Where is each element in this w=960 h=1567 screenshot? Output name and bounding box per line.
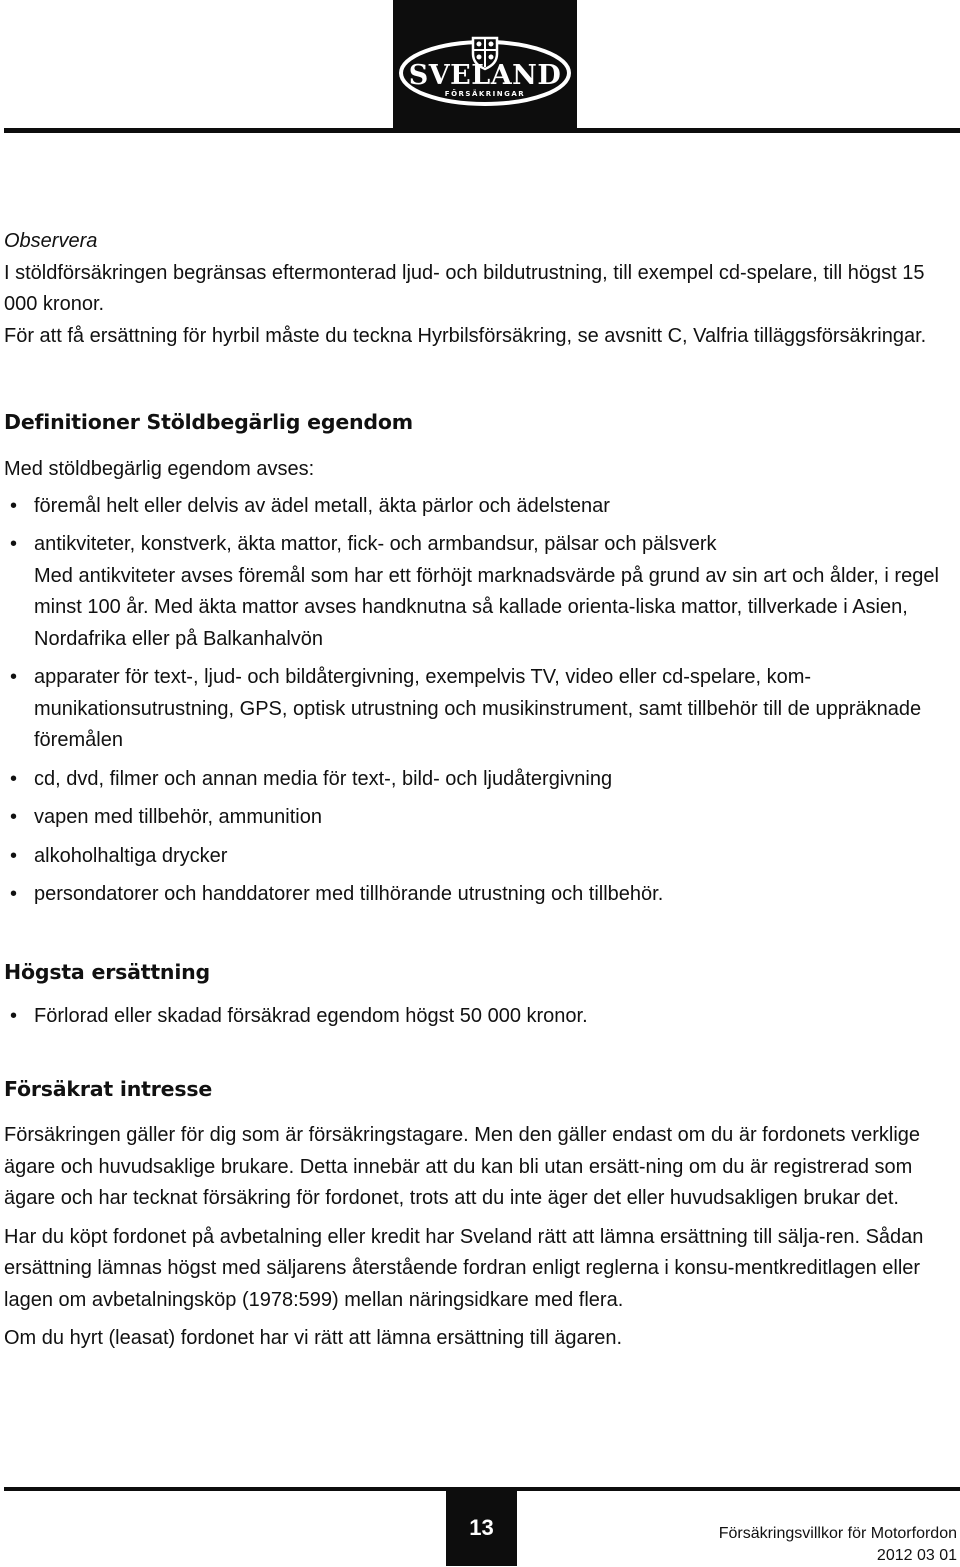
- observera-paragraph: I stöldförsäkringen begränsas eftermonterad ljud- och bildutrustning, till exempel cd-spelare, till högst 15 000 kronor.: [4, 261, 925, 315]
- intresse-section: [4, 1074, 956, 1355]
- bullet-icon: •: [10, 806, 18, 828]
- bullet-icon: •: [10, 883, 18, 905]
- definitioner-intro: Med stöldbegärlig egendom avses:: [4, 458, 315, 480]
- intresse-paragraph: Om du hyrt (leasat) fordonet har vi rätt att lämna ersättning till ägaren.: [4, 1327, 623, 1349]
- bullet-icon: •: [10, 533, 18, 555]
- list-item: [4, 802, 956, 834]
- bullet-icon: •: [10, 666, 18, 688]
- bullet-icon: •: [10, 1004, 18, 1027]
- footer-info: [719, 1523, 957, 1567]
- list-item: [4, 491, 956, 523]
- list-item-text: vapen med tillbehör, ammunition: [34, 806, 322, 828]
- footer-date: 2012 03 01: [876, 1547, 957, 1564]
- bullet-icon: •: [10, 494, 18, 517]
- section-heading: Försäkrat intresse: [4, 1077, 213, 1101]
- definitioner-section: [4, 407, 956, 911]
- page-number: 13: [446, 1490, 517, 1566]
- list-item-text: cd, dvd, filmer och annan media för text-, bild- och ljudåtergivning: [34, 767, 613, 790]
- section-heading: Högsta ersättning: [4, 959, 211, 984]
- hogsta-section: [4, 957, 956, 1033]
- list-item: [4, 879, 956, 911]
- footer-document-title: Försäkringsvillkor för Motorfordon: [718, 1525, 957, 1542]
- logo-tagline-text: FÖRSÄKRINGAR: [444, 90, 526, 98]
- hogsta-list: [4, 1001, 956, 1033]
- observera-paragraph: För att få ersättning för hyrbil måste du teckna Hyrbilsförsäkring, se avsnitt C, Valfria tilläggsförsäkringar.: [4, 324, 927, 347]
- main-content: [4, 222, 956, 1355]
- list-item: [4, 662, 956, 757]
- list-item-text: alkoholhaltiga drycker: [34, 844, 228, 867]
- list-item: [4, 529, 956, 655]
- list-item-text: apparater för text-, ljud- och bildåtergivning, exempelvis TV, video eller cd-spelare, kom-munikationsutrustning, GPS, optisk utrustning och musikinstrument, samt tillbehör till de uppräknade föremålen: [34, 666, 922, 751]
- list-item-text: persondatorer och handdatorer med tillhörande utrustning och tillbehör.: [34, 883, 664, 905]
- intresse-paragraph: Försäkringen gäller för dig som är försäkringstagare. Men den gäller endast om du är fordonets verklige ägare och huvudsaklige brukare. Detta innebär att du kan bli utan ersätt-ning om du är registrerad som ägare och har tecknat försäkring för fordonet, trots att du inte äger det eller huvudsakligen brukar det.: [4, 1124, 921, 1209]
- logo-block: [393, 0, 577, 130]
- list-item-note: Med antikviteter avses föremål som har ett förhöjt marknadsvärde på grund av sin art och ålder, i regel minst 100 år. Med äkta mattor avses handknutna så kallade orienta-liska mattor, tillverkade i Asien, Nordafrika eller på Balkanhalvön: [34, 564, 939, 650]
- list-item: [4, 1001, 956, 1033]
- list-item: [4, 841, 956, 873]
- observera-heading: Observera: [4, 230, 98, 252]
- section-heading: Definitioner Stöldbegärlig egendom: [4, 410, 413, 434]
- intresse-paragraph: Har du köpt fordonet på avbetalning eller kredit har Sveland rätt att lämna ersättning till sälja-ren. Sådan ersättning lämnas högst med säljarens återstående fordran enligt reglerna i konsu-mentkreditlagen eller lagen om avbetalningsköp (1978:599) mellan näringsidkare med flera.: [4, 1225, 924, 1311]
- sveland-logo: [393, 0, 577, 130]
- bullet-icon: •: [10, 767, 18, 790]
- bullet-icon: •: [10, 844, 18, 867]
- stoldbegarlig-list: [4, 491, 956, 911]
- list-item-text: antikviteter, konstverk, äkta mattor, fick- och armbandsur, pälsar och pälsverk: [34, 533, 717, 555]
- list-item-text: Förlorad eller skadad försäkrad egendom högst 50 000 kronor.: [34, 1004, 588, 1027]
- list-item: [4, 764, 956, 796]
- header-divider: [4, 128, 960, 133]
- list-item-text: föremål helt eller delvis av ädel metall, äkta pärlor och ädelstenar: [34, 494, 610, 517]
- observera-section: [4, 226, 956, 352]
- logo-brand-text: SVELAND: [408, 60, 562, 91]
